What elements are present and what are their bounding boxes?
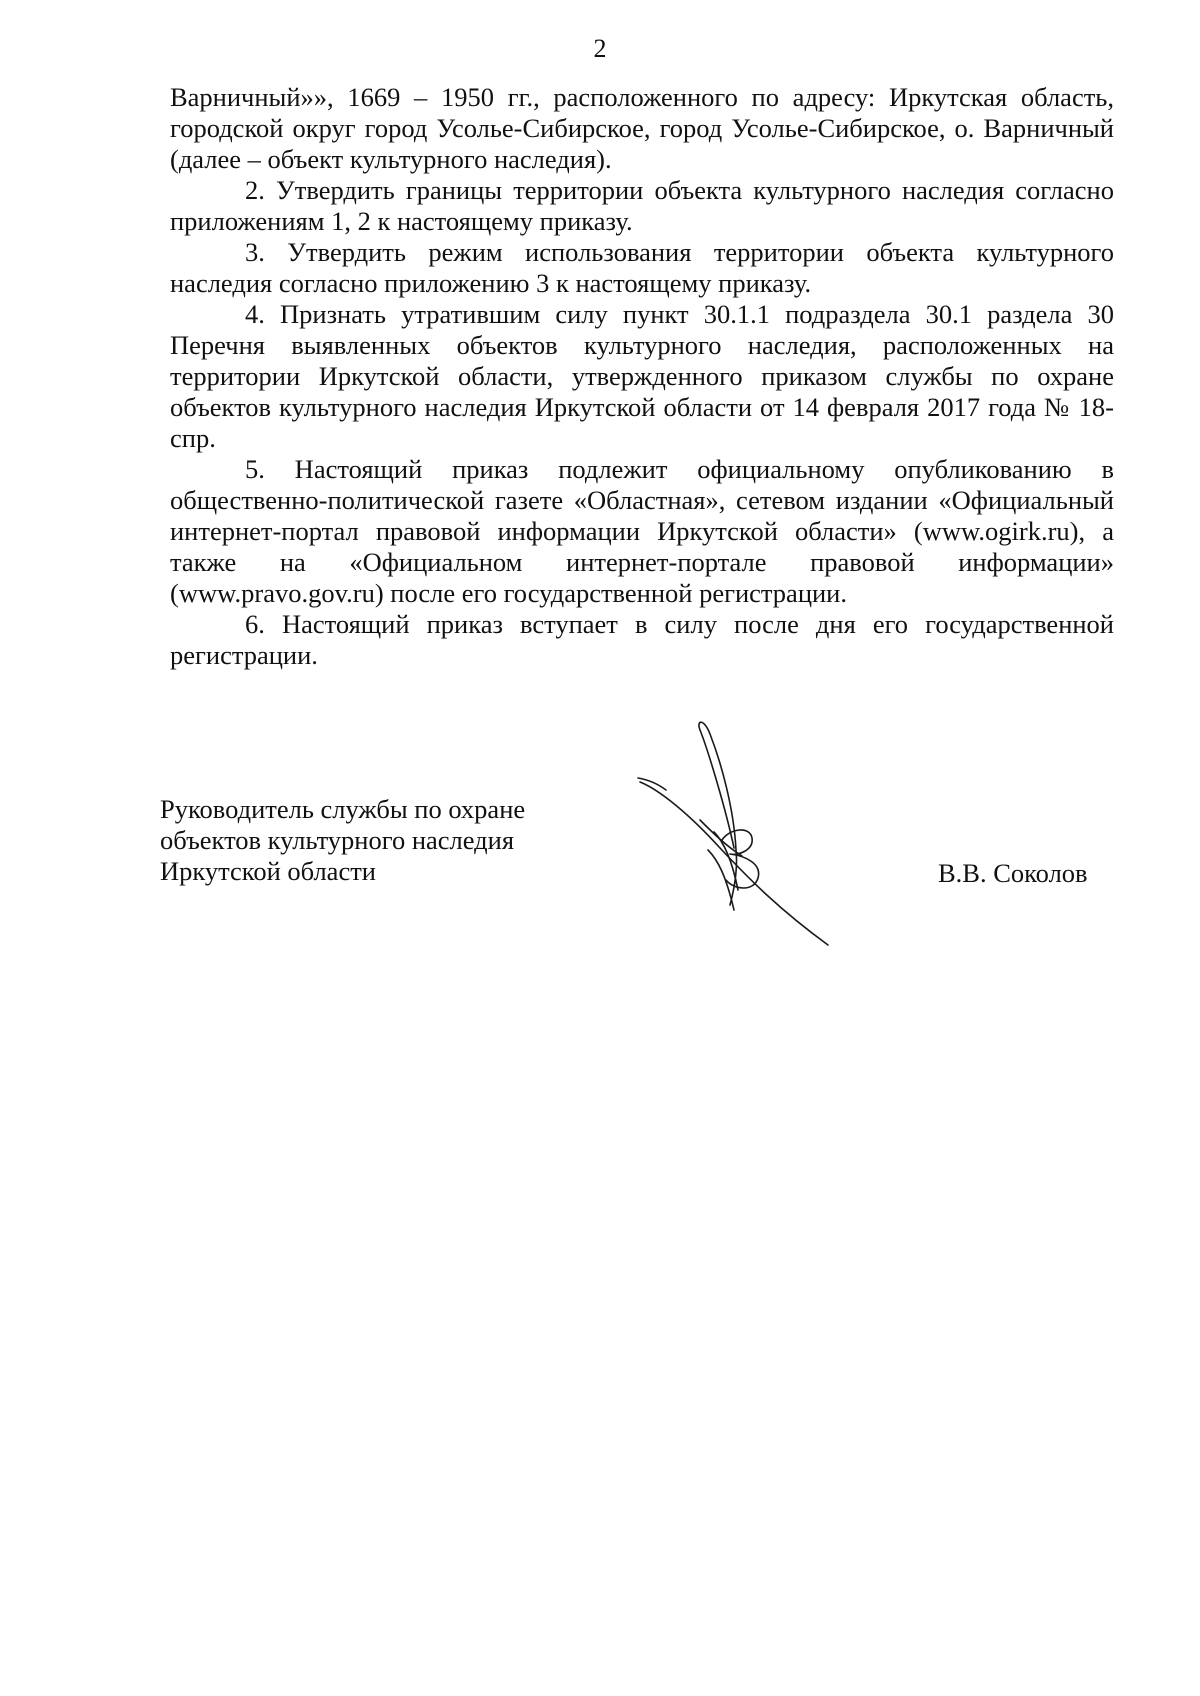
- paragraph-continuation: Варничный»», 1669 – 1950 гг., расположенного по адресу: Иркутская область, городской округ город Усолье-Сибирское, город Усолье-Сибирское, о. Варничный (далее – объект культурного наследия).: [170, 82, 1114, 174]
- handwritten-signature: [630, 720, 850, 950]
- signatory-name: В.В. Соколов: [938, 858, 1088, 888]
- signatory-position: [160, 794, 600, 887]
- paragraph-item-5: 5. Настоящий приказ подлежит официальному опубликованию в общественно-политической газете «Областная», сетевом издании «Официальный интернет-портал правовой информации Иркутской области» (www.ogirk.ru), а также на «Официальном интернет-портале правовой информации» (www.pravo.gov.ru) после его государственной регистрации.: [170, 454, 1114, 608]
- signatory-position-line: Иркутской области: [160, 856, 376, 886]
- paragraph-item-3: 3. Утвердить режим использования территории объекта культурного наследия согласно приложению 3 к настоящему приказу.: [170, 237, 1114, 298]
- document-body: [170, 82, 1114, 671]
- signatory-position-line: Руководитель службы по охране: [160, 794, 526, 824]
- page-number: 2: [593, 34, 607, 63]
- paragraph-item-4: 4. Признать утратившим силу пункт 30.1.1 подраздела 30.1 раздела 30 Перечня выявленных объектов культурного наследия, расположенных на территории Иркутской области, утвержденного приказом службы по охране объектов культурного наследия Иркутской области от 14 февраля 2017 года № 18-спр.: [170, 299, 1114, 453]
- paragraph-item-6: 6. Настоящий приказ вступает в силу после дня его государственной регистрации.: [170, 609, 1114, 670]
- paragraph-item-2: 2. Утвердить границы территории объекта культурного наследия согласно приложениям 1, 2 к настоящему приказу.: [170, 175, 1114, 236]
- signatory-position-line: объектов культурного наследия: [160, 825, 515, 855]
